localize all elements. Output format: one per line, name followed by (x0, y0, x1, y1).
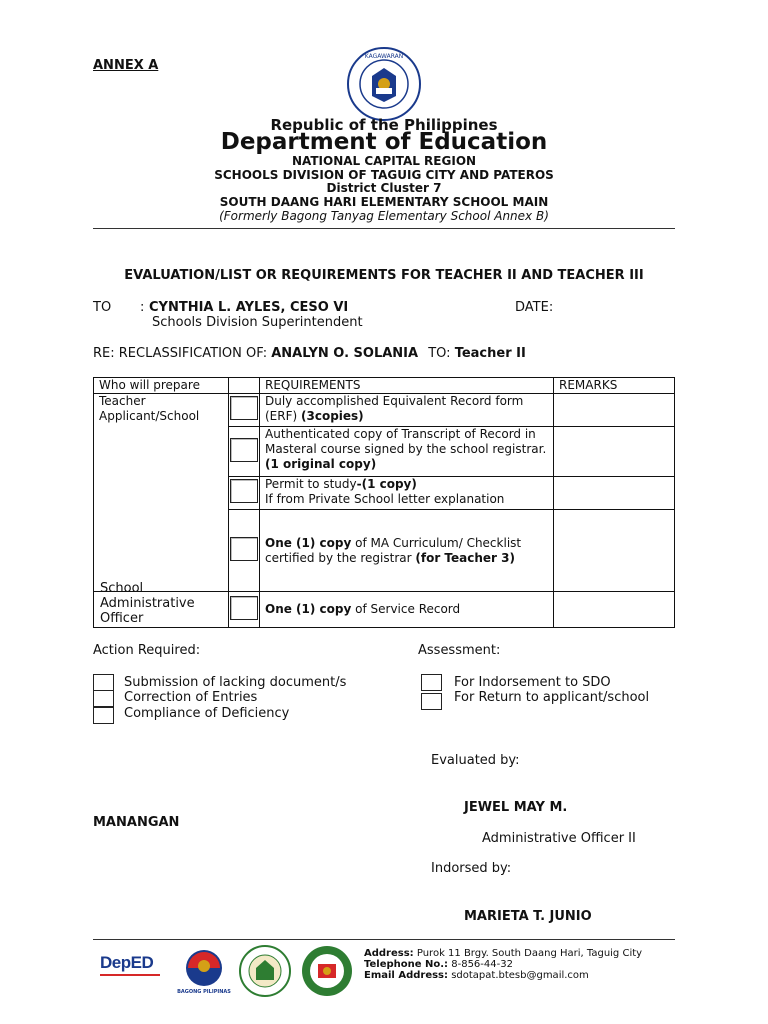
assessment-item-1: For Indorsement to SDO (454, 675, 611, 690)
req-text: of Service Record (351, 602, 461, 616)
indorsed-by-label: Indorsed by: (431, 861, 512, 876)
req-bold: One (1) copy (265, 535, 352, 550)
to-name: CYNTHIA L. AYLES, CESO VI (149, 300, 349, 315)
deped-logo-text: DepED (100, 953, 154, 972)
row-check-cell (229, 510, 260, 592)
school-seal (300, 944, 354, 998)
requirement-text (260, 592, 554, 628)
remarks-cell (554, 477, 675, 510)
action-item-2: Correction of Entries (124, 690, 258, 705)
evaluated-by-label: Evaluated by: (431, 753, 520, 768)
row-check-cell (229, 592, 260, 628)
remarks-cell (554, 592, 675, 628)
department-title: Department of Education (220, 129, 548, 155)
header-divider (93, 228, 675, 229)
req-bold: -(1 copy) (356, 477, 417, 491)
sdo-taguig-seal (238, 944, 292, 998)
school-name: SOUTH DAANG HARI ELEMENTARY SCHOOL MAIN (219, 195, 549, 209)
req-bold: (3copies) (301, 409, 364, 423)
division-text: SCHOOLS DIVISION OF TAGUIG CITY AND PATEROS (214, 168, 554, 182)
evaluator-first-name: JEWEL MAY M. (464, 800, 568, 815)
telephone-label: Telephone No.: (364, 959, 449, 970)
email-value[interactable]: sdotapat.btesb@gmail.com (448, 970, 589, 981)
action-checkbox-3[interactable] (93, 707, 114, 724)
action-item-3: Compliance of Deficiency (124, 706, 290, 721)
evaluator-title: Administrative Officer II (482, 831, 636, 846)
assessment-checkbox-1[interactable] (421, 674, 442, 691)
district-text: District Cluster 7 (326, 181, 442, 195)
bagong-pilipinas-logo (178, 946, 230, 994)
header-check (229, 378, 260, 394)
re-to-value: Teacher II (454, 346, 526, 361)
row-check-cell (229, 427, 260, 477)
action-checkbox-1[interactable] (93, 674, 114, 691)
assessment-item-2: For Return to applicant/school (454, 690, 650, 705)
req-bold: (for Teacher 3) (415, 550, 515, 565)
req-text: Authenticated copy of Transcript of Record in Masteral course signed by the school registrar. (265, 427, 547, 456)
row-check-cell (229, 477, 260, 510)
to-label: TO (93, 300, 112, 315)
requirement-text (260, 477, 554, 510)
evaluator-last-name: MANANGAN (93, 815, 180, 830)
action-label: Action Required: (93, 643, 201, 658)
to-colon: : (140, 300, 145, 315)
table-row (94, 592, 675, 628)
footer-telephone (364, 959, 513, 970)
svg-text:KAGAWARAN: KAGAWARAN (364, 53, 404, 60)
footer-address (364, 948, 642, 959)
table-row (94, 394, 675, 427)
address-value: Purok 11 Brgy. South Daang Hari, Taguig City (413, 948, 643, 959)
footer-divider (93, 939, 675, 940)
requirement-text (260, 510, 554, 592)
table-header-row (94, 378, 675, 394)
indorser-name: MARIETA T. JUNIO (464, 909, 592, 924)
footer-email (364, 970, 589, 981)
checkbox[interactable] (230, 438, 258, 462)
req-text: of MA Curriculum/ Checklist certified by the registrar (265, 535, 522, 565)
action-checkbox-2[interactable] (93, 690, 114, 707)
requirements-table (93, 377, 675, 628)
deped-seal-logo (346, 46, 422, 122)
formerly-text: (Formerly Bagong Tanyag Elementary School Annex B) (219, 209, 549, 223)
header-who: Who will prepare (94, 378, 229, 394)
preparer-admin-cell (94, 581, 229, 628)
bagong-pilipinas-text: BAGONG PILIPINAS (177, 989, 231, 995)
re-label: RE: RECLASSIFICATION OF: (93, 346, 268, 361)
checkbox[interactable] (230, 537, 258, 561)
deped-logo-bar (100, 974, 160, 976)
req-bold: One (1) copy (265, 602, 352, 616)
re-name: ANALYN O. SOLANIA (271, 346, 419, 361)
preparer-admin: School Administrative Officer (100, 581, 195, 626)
row-check-cell (229, 394, 260, 427)
assessment-label: Assessment: (418, 643, 501, 658)
date-label: DATE: (515, 300, 554, 315)
remarks-cell (554, 510, 675, 592)
checkbox[interactable] (230, 479, 258, 503)
checkbox[interactable] (230, 596, 258, 620)
remarks-cell (554, 394, 675, 427)
region-text: NATIONAL CAPITAL REGION (291, 154, 477, 168)
re-line (93, 346, 526, 361)
header-requirements: REQUIREMENTS (260, 378, 554, 394)
preparer-teacher: Teacher Applicant/School (94, 394, 229, 592)
to-position: Schools Division Superintendent (152, 315, 363, 330)
document-title: EVALUATION/LIST OR REQUIREMENTS FOR TEACHER II AND TEACHER III (124, 268, 644, 283)
assessment-checkbox-2[interactable] (421, 693, 442, 710)
deped-logo (100, 953, 168, 987)
republic-text: Republic of the Philippines (270, 116, 498, 134)
requirement-text (260, 394, 554, 427)
telephone-value: 8-856-44-32 (448, 959, 513, 970)
header-remarks: REMARKS (554, 378, 675, 394)
checkbox[interactable] (230, 396, 258, 420)
requirement-text (260, 427, 554, 477)
address-label: Address: (364, 948, 414, 959)
req-bold: (1 original copy) (265, 457, 377, 471)
re-to-label: TO: (428, 346, 451, 361)
req-text: If from Private School letter explanation (265, 492, 505, 506)
req-text: Duly accomplished Equivalent Record form (ERF) (265, 394, 524, 423)
annex-label: ANNEX A (93, 58, 159, 73)
email-label: Email Address: (364, 970, 449, 981)
req-text: Permit to study (265, 477, 357, 491)
remarks-cell (554, 427, 675, 477)
action-item-1: Submission of lacking document/s (124, 675, 347, 690)
